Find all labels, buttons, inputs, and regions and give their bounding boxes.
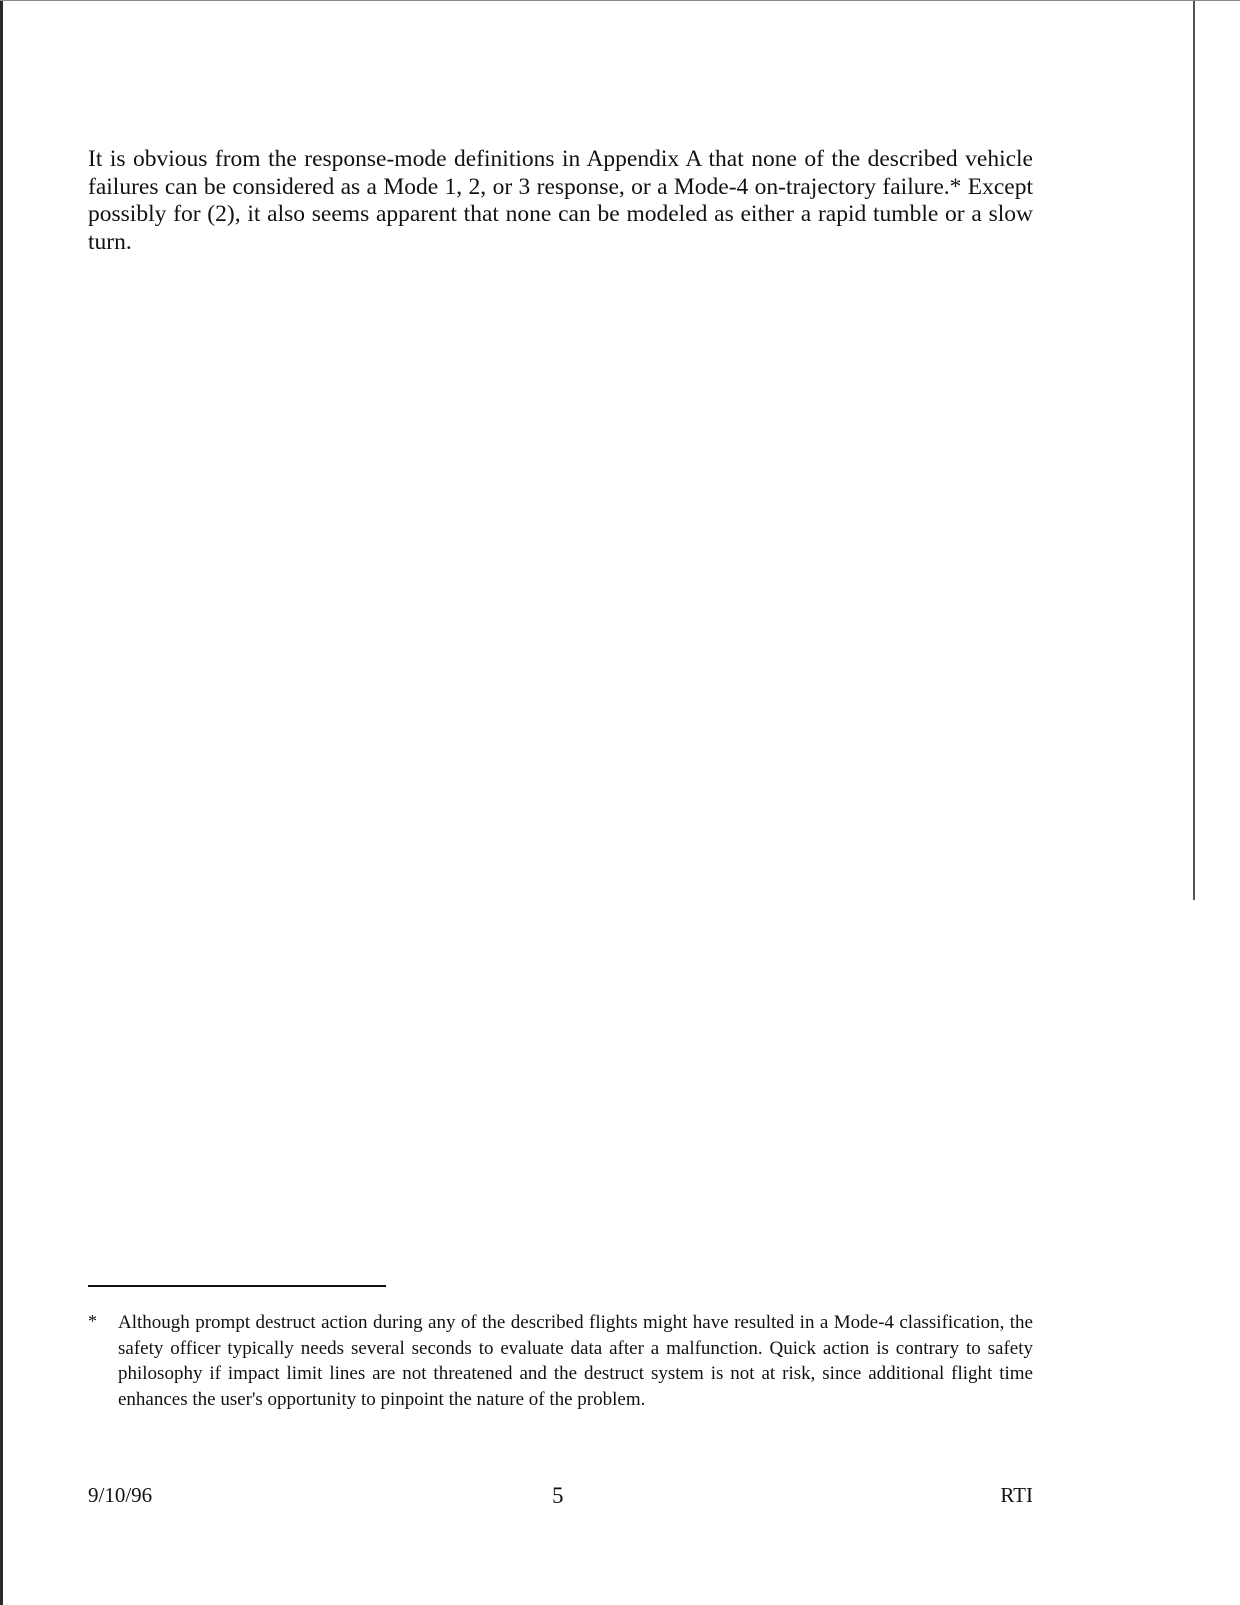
footer-organization: RTI <box>1000 1483 1033 1507</box>
footnote-marker: * <box>88 1311 97 1331</box>
footnote-separator <box>88 1285 386 1287</box>
scan-border-top-right <box>1193 0 1240 1</box>
page-number: 5 <box>552 1483 564 1508</box>
footer-date: 9/10/96 <box>88 1483 153 1507</box>
scan-border-left <box>0 0 3 1605</box>
body-paragraph: It is obvious from the response-mode definitions in Appendix A that none of the described vehicle failures can be considered as a Mode 1, 2, or 3 response, or a Mode-4 on-trajectory failure.* Except possibly for (2), it also seems apparent that none can be modeled as either a rapid tumble or a slow turn. <box>88 146 1033 255</box>
page-footer <box>88 1483 1033 1513</box>
scan-border-right <box>1193 0 1195 900</box>
scan-border-top <box>0 0 1195 1</box>
footnote <box>88 1310 1033 1412</box>
footnote-text: Although prompt destruct action during any of the described flights might have resulted in a Mode-4 classification, the safety officer typically needs several seconds to evaluate data after a malfunction. Quick action is contrary to safety philosophy if impact limit lines are not threatened and the destruct system is not at risk, since additional flight time enhances the user's opportunity to pinpoint the nature of the problem. <box>118 1312 1033 1410</box>
